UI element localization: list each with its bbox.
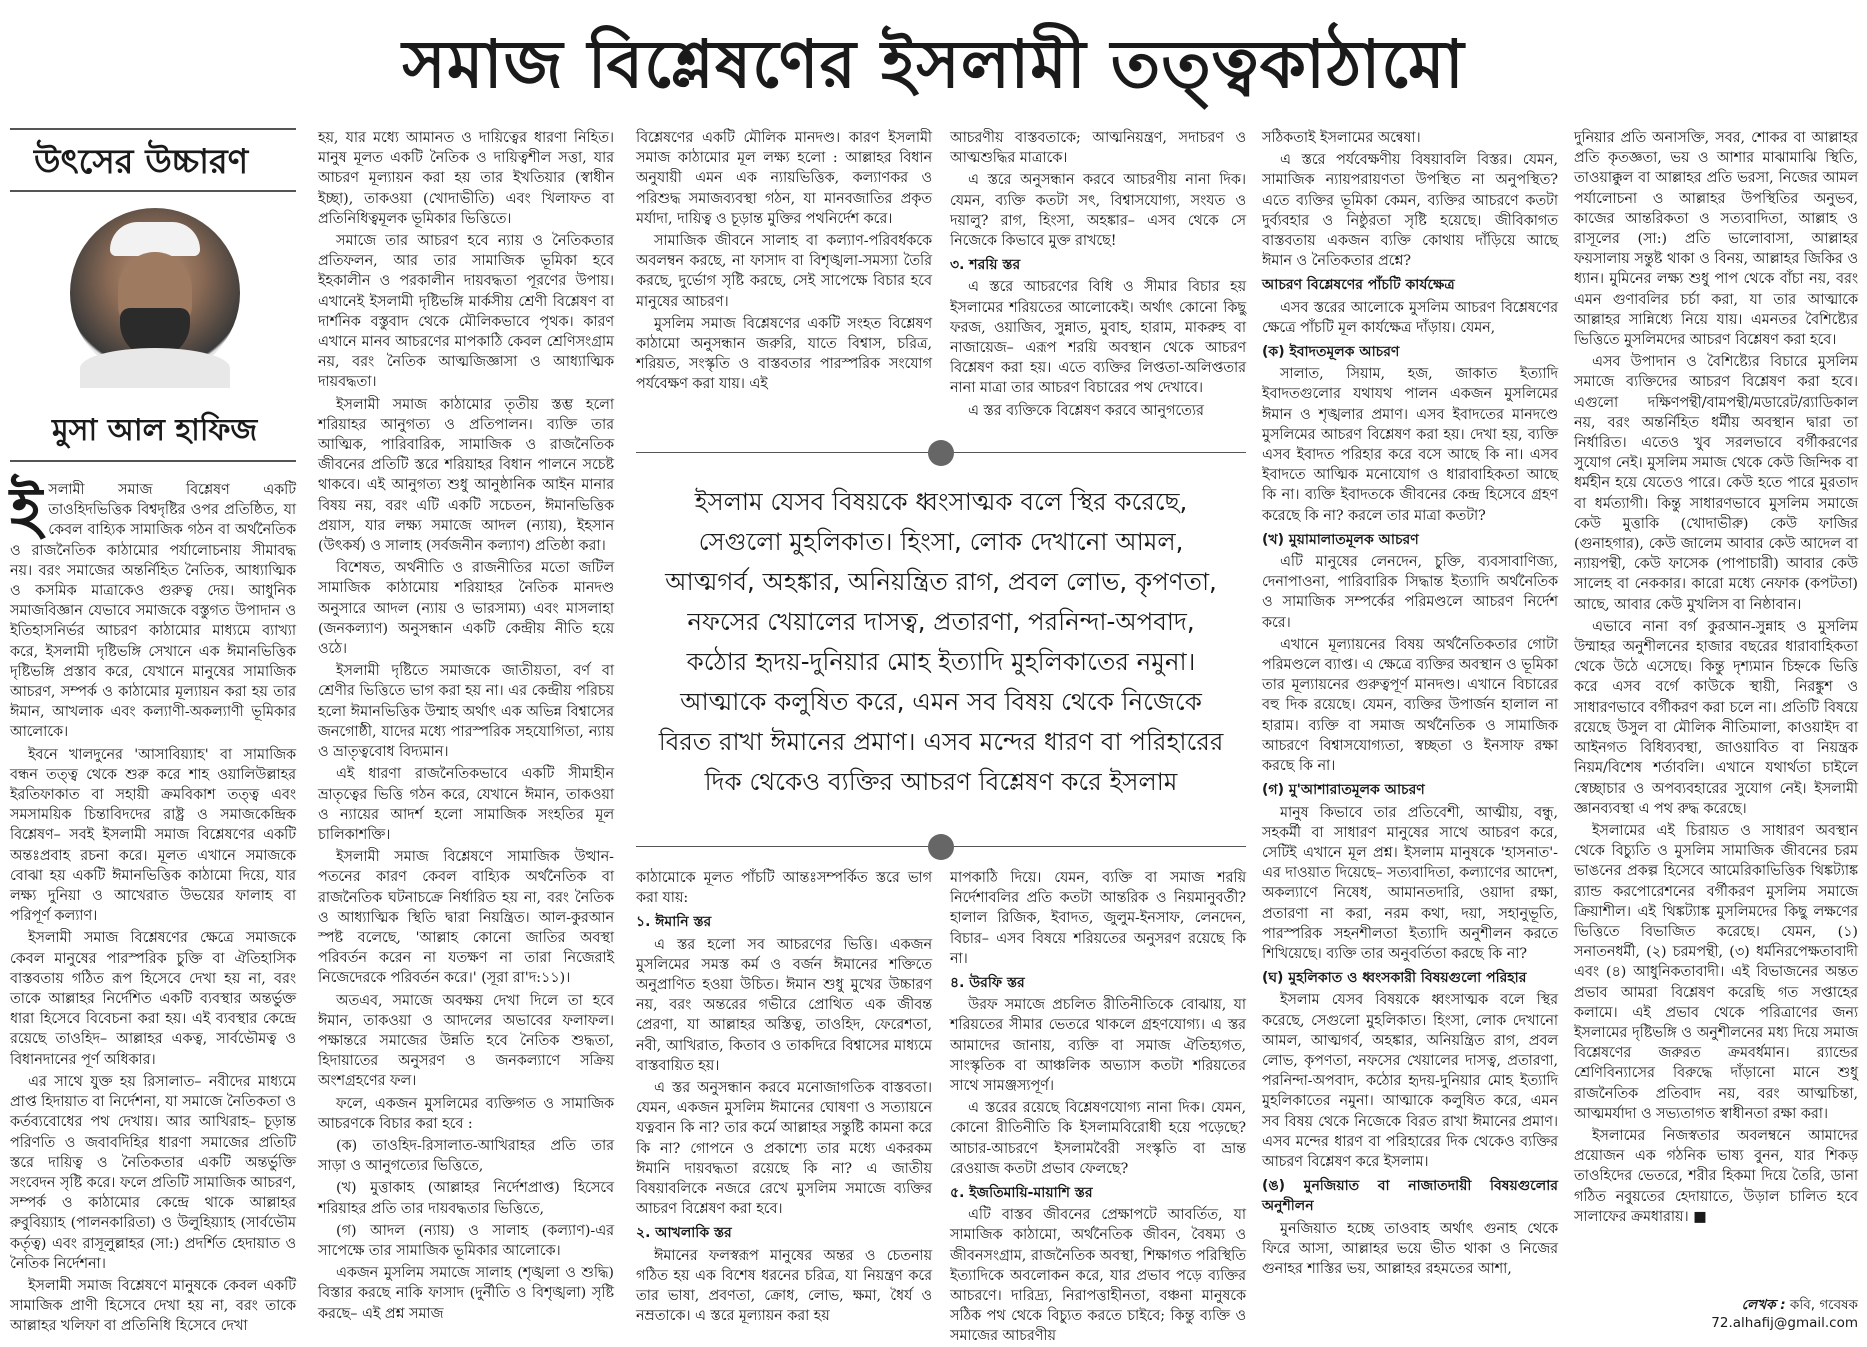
paragraph-text: সলামী সমাজ বিশ্লেষণ একটি তাওহিদভিত্তিক বিশ্বদৃষ্টির ওপর প্রতিষ্ঠিত, যা কেবল বাহ্যিক সামাজিক গঠন বা অর্থনৈতিক ও রাজনৈতিক কাঠামোর পর্যালোচনায় সীমাবদ্ধ নয়। বরং সমাজের অন্তর্নিহিত নৈতিক, আধ্যাত্মিক ও কসমিক মাত্রাকেও গুরুত্ব দেয়। আধুনিক সমাজবিজ্ঞান যেভাবে সমাজকে বস্তুগত উপাদান ও ইতিহাসনির্ভর আচরণ কাঠামোর মাধ্যমে ব্যাখ্যা করে, ইসলামী দৃষ্টিভঙ্গি সেখানে এক ঈমানভিত্তিক দৃষ্টিভঙ্গি প্রস্তাব করে, যেখানে মানুষের সামাজিক আচরণ, সম্পর্ক ও কাঠামোর মূল্যায়ন করা হয় তার ঈমান, আখলাক এবং কল্যাণী-অকল্যাণী ভূমিকার আলোকে। bbox=[10, 482, 296, 741]
paragraph: এ স্তরে পর্যবেক্ষণীয় বিষয়াবলি বিস্তর। যেমন, সামাজিক ন্যায়পরায়ণতা উপস্থিত না অনুপস্থিত? এতে ব্যক্তির ভূমিকা কেমন, ব্যক্তির আচরণে কতটা দুর্ব্যবহার ও নিষ্ঠুরতা সৃষ্টি হয়েছে। জীবিকাগত বাস্তবতায় একজন ব্যক্তি কোথায় দাঁড়িয়ে আছে ঈমান ও নৈতিকতার প্রশ্নে? bbox=[1262, 152, 1558, 270]
paragraph: একজন মুসলিম সমাজে সালাহ (শৃঙ্খলা ও শুদ্ধি) বিস্তার করছে নাকি ফাসাদ (দুর্নীতি ও বিশৃঙ্খলা) সৃষ্টি করছে– এই প্রশ্ন সমাজ bbox=[318, 1265, 614, 1322]
paragraph: ইসলামী সমাজ বিশ্লেষণে মানুষকে কেবল একটি সামাজিক প্রাণী হিসেবে দেখা হয় না, বরং তাকে আল্লাহর খলিফা বা প্রতিনিধি হিসেবে দেখা bbox=[10, 1277, 296, 1335]
paragraph: সালাত, সিয়াম, হজ, জাকাত ইত্যাদি ইবাদতগুলোর যথাযথ পালন একজন মুসলিমের ঈমান ও শৃঙ্খলার প্রমাণ। এসব ইবাদতের মানদণ্ডে মুসলিমের আচরণ বিশ্লেষণ করা হয়। দেখা হয়, ব্যক্তি এসব ইবাদত পরিহার করে বসে আছে কি না। এসব ইবাদতে আত্মিক মনোযোগ ও ধারাবাহিকতা আছে কি না। ব্যক্তি ইবাদতকে জীবনের কেন্দ্র হিসেবে গ্রহণ করেছে কি না? করলে তার মাত্রা কতটা? bbox=[1262, 366, 1558, 524]
paragraph: বিশেষত, অর্থনীতি ও রাজনীতির মতো জটিল সামাজিক কাঠামোয় শরিয়াহর নৈতিক মানদণ্ড অনুসারে আদল (ন্যায় ও ভারসাম্য) এবং মাসলাহা (জনকল্যাণ) অনুসন্ধান একটি কেন্দ্রীয় নীতি হয়ে ওঠে। bbox=[318, 560, 614, 658]
subheading: ২. আখলাকি স্তর bbox=[636, 1225, 732, 1242]
column-4-top bbox=[950, 128, 1246, 444]
dropcap: ই bbox=[10, 473, 43, 546]
pull-quote-bottom-dot bbox=[928, 834, 954, 860]
subheading: ৪. উরফি স্তর bbox=[950, 975, 1025, 992]
column-2 bbox=[318, 128, 614, 1332]
paragraph: মুসলিম সমাজ বিশ্লেষণের একটি সংহত বিশ্লেষণ কাঠামো অনুসন্ধান জরুরি, যাতে বিশ্বাস, চরিত্র, শরিয়ত, সংস্কৃতি ও বাস্তবতার পারস্পরিক সংযোগ পর্যবেক্ষণ করা যায়। এই bbox=[636, 315, 932, 393]
portrait-shirt bbox=[80, 348, 230, 388]
paragraph: ঈমানের ফলস্বরূপ মানুষের অন্তর ও চেতনায় গঠিত হয় এক বিশেষ ধরনের চরিত্র, যা নিয়ন্ত্রণ করে তার ভাষা, প্রবণতা, ক্রোধ, লোভ, ক্ষমা, ধৈর্য ও নম্রতাকে। এ স্তরে মূল্যায়ন করা হয় bbox=[636, 1247, 932, 1325]
paragraph: আচরণীয় বাস্তবতাকে; আত্মনিয়ন্ত্রণ, সদাচরণ ও আত্মশুদ্ধির মাত্রাকে। bbox=[950, 130, 1246, 167]
pull-quote bbox=[636, 448, 1246, 852]
paragraph: ইসলামী দৃষ্টিতে সমাজকে জাতীয়তা, বর্ণ বা শ্রেণীর ভিত্তিতে ভাগ করা হয় না। এর কেন্দ্রীয় পরিচয় হলো ঈমানভিত্তিক উম্মাহ অর্থাৎ এক অভিন্ন বিশ্বাসের জনগোষ্ঠী, যাদের মধ্যে পারস্পরিক সহযোগিতা, ন্যায় ও ভ্রাতৃত্ববোধ বিদ্যমান। bbox=[318, 663, 614, 761]
paragraph: এটি বাস্তব জীবনের প্রেক্ষাপটে আবর্তিত, যা সামাজিক কাঠামো, অর্থনৈতিক জীবন, বৈষম্য ও জীবনসংগ্রাম, রাজনৈতিক অবস্থা, শিক্ষাগত পরিস্থিতি ইত্যাদিকে অবলোকন করে, যার প্রভাব পড়ে ব্যক্তির আচরণে। দারিদ্র্য, নিরাপত্তাহীনতা, বঞ্চনা মানুষকে সঠিক পথ থেকে বিচ্যুত করতে চাইবে; কিন্তু ব্যক্তি ও সমাজের আচরণীয় bbox=[950, 1207, 1246, 1345]
paragraph: এ স্তরে আচরণের বিধি ও সীমার বিচার হয় ইসলামের শরিয়তের আলোকেই। অর্থাৎ কোনো কিছু ফরজ, ওয়াজিব, সুন্নাত, মুবাহ, হারাম, মাকরুহ বা নাজায়েজ– এরূপ শরয়ি অবস্থান থেকে আচরণ বিশ্লেষণ করা হয়। এতে ব্যক্তির লিপ্ততা-অলিপ্ততার নানা মাত্রা তার আচরণ বিচারের পথ দেখাবে। bbox=[950, 279, 1246, 397]
column-6 bbox=[1574, 128, 1858, 1288]
paragraph: ইসলাম যেসব বিষয়কে ধ্বংসাত্মক বলে স্থির করেছে, সেগুলো মুহলিকাত। হিংসা, লোক দেখানো আমল, আত্মগর্ব, অহঙ্কার, অনিয়ন্ত্রিত রাগ, প্রবল লোভ, কৃপণতা, নফসের খেয়ালের দাসত্ব, প্রতারণা, পরনিন্দা-অপবাদ, কঠোর হৃদয়-দুনিয়ার মোহ ইত্যাদি মুহলিকাতের নমুনা। আত্মাকে কলুষিত করে, এমন সব বিষয় থেকে নিজেকে বিরত রাখা ঈমানের প্রমাণ। এসব মন্দের ধারণ বা পরিহারের দিক থেকেও ব্যক্তির আচরণ বিশ্লেষণ করে ইসলাম। bbox=[1262, 992, 1558, 1170]
paragraph: (গ) আদল (ন্যায়) ও সালাহ (কল্যাণ)-এর সাপেক্ষে তার সামাজিক ভূমিকার আলোকে। bbox=[318, 1222, 614, 1259]
paragraph: (ক) তাওহিদ-রিসালাত-আখিরাহর প্রতি তার সাড়া ও আনুগত্যের ভিত্তিতে, bbox=[318, 1137, 614, 1175]
paragraph: সঠিকতাই ইসলামের অন্বেষা। bbox=[1262, 130, 1421, 146]
paragraph: এসব স্তরের আলোকে মুসলিম আচরণ বিশ্লেষণের ক্ষেত্রে পাঁচটি মূল কার্যক্ষেত্র দাঁড়ায়। যেমন, bbox=[1262, 299, 1558, 336]
paragraph: মানুষ কিভাবে তার প্রতিবেশী, আত্মীয়, বন্ধু, সহকর্মী বা সাধারণ মানুষের সাথে আচরণ করে, সেটিই এখানে মূল প্রশ্ন। ইসলাম মানুষকে 'হাসনাত'-এর দাওয়াত দিয়েছে– সত্যবাদিতা, কল্যাণের আদেশ, অকল্যাণে নিষেধ, আমানতদারি, ওয়াদা রক্ষা, প্রতারণা না করা, নরম কথা, দয়া, সহানুভূতি, পারস্পরিক সহনশীলতা ইত্যাদি অনুশীলন করতে শিখিয়েছে। ব্যক্তি তার অনুবর্তিতা করছে কি না? bbox=[1262, 804, 1558, 962]
paragraph: সমাজে তার আচরণ হবে ন্যায় ও নৈতিকতার প্রতিফলন, আর তার সামাজিক ভূমিকা হবে ইহকালীন ও পরকালীন দায়বদ্ধতা পূরণের উপায়। এখানেই ইসলামী দৃষ্টিভঙ্গি মার্কসীয় শ্রেণী বিশ্লেষণ বা দার্শনিক বস্তুবাদ থেকে মৌলিকভাবে পৃথক। কারণ এখানে মানব আচরণের মাপকাঠি কেবল শ্রেণিসংগ্রাম নয়, বরং নৈতিক আত্মজিজ্ঞাসা ও আধ্যাত্মিক দায়বদ্ধতা। bbox=[318, 233, 614, 391]
byline-role-line bbox=[1580, 1296, 1858, 1314]
subheading: (খ) মুয়ামালাতমূলক আচরণ bbox=[1262, 531, 1419, 548]
subheading: ৩. শরয়ি স্তর bbox=[950, 257, 1021, 274]
paragraph: (খ) মুত্তাকাহ (আল্লাহর নির্দেশপ্রাপ্ত) হিসেবে শরিয়াহর প্রতি তার দায়বদ্ধতার ভিত্তিতে, bbox=[318, 1180, 614, 1217]
column-3-bottom bbox=[636, 868, 932, 1332]
paragraph: ইসলামের নিজস্বতার অবলম্বনে আমাদের প্রয়োজন এক গঠনিক ভাষ্য বুনন, যার শিকড় তাওহিদের ভেতরে, শরীর হিকমা দিয়ে তৈরি, ডানা গঠিত নবুয়তের হেদায়াতে, উড়াল চালিত হবে সালাফের ক্রমধারায়। ■ bbox=[1574, 1127, 1858, 1225]
paragraph: এ স্তর হলো সব আচরণের ভিত্তি। একজন মুসলিমের সমস্ত কর্ম ও বর্জন ঈমানের শক্তিতে অনুপ্রাণিত হওয়া উচিত। ঈমান শুধু মুখের উচ্চারণ নয়, বরং অন্তরের গভীরে প্রোথিত এক জীবন্ত প্রেরণা, যা আল্লাহর অস্তিত্ব, তাওহিদ, ফেরেশতা, নবী, আখিরাত, কিতাব ও তাকদিরে বিশ্বাসের মাধ্যমে বাস্তবায়িত হয়। bbox=[636, 936, 932, 1074]
paragraph: এই ধারণা রাজনৈতিকভাবে একটি সীমাহীন ভ্রাতৃত্বের ভিত্তি গঠন করে, যেখানে ঈমান, তাকওয়া ও ন্যায়ের আদর্শ হলো সামাজিক সংহতির মূল চালিকাশক্তি। bbox=[318, 766, 614, 843]
paragraph: কাঠামোকে মূলত পাঁচটি আন্তঃসম্পর্কিত স্তরে ভাগ করা যায়: bbox=[636, 870, 932, 907]
subheading: ১. ঈমানি স্তর bbox=[636, 914, 712, 931]
paragraph: এভাবে নানা বর্গ কুরআন-সুন্নাহ ও মুসলিম উম্মাহর অনুশীলনের হাজার বছরের ধারাবাহিকতা থেকে উঠে এসেছে। কিন্তু দৃশ্যমান চিহ্নকে ভিত্তি করে এসব বর্গে কাউকে স্থায়ী, নিরঙ্কুশ ও সাধারণভাবে বর্গীকরণ করা চলে না। প্রতিটি বিষয়ে রয়েছে উসুল বা মৌলিক নীতিমালা, কাওয়াইদ বা আইনগত বিধিব্যবস্থা, জাওয়াবিত বা নিয়ন্ত্রক নিয়ম/বিশেষ শর্তাবলি। এখানে যথার্থতা চাইলে স্বেচ্ছাচার ও অপব্যবহারের সুযোগ নেই। ইসলামী জ্ঞানব্যবস্থা এ পথ রুদ্ধ করেছে। bbox=[1574, 618, 1858, 817]
column-3-top bbox=[636, 128, 932, 444]
paragraph: ইবনে খালদুনের 'আসাবিয়্যাহ' বা সামাজিক বন্ধন তত্ত্ব থেকে শুরু করে শাহ ওয়ালিউল্লাহর ইরতিফাকাত বা সহায়ী ক্রমবিকাশ তত্ত্ব এবং সমসাময়িক চিন্তাবিদদের রাষ্ট্র ও সমাজকেন্দ্রিক বিশ্লেষণ– সবই ইসলামী সমাজ বিশ্লেষণের একটি অন্তঃপ্রবাহ রচনা করে। মূলত এখানে সমাজকে বোঝা হয় একটি ঈমানভিত্তিক কাঠামো দিয়ে, যার লক্ষ্য দুনিয়া ও আখেরাত উভয়ের ফালাহ বা পরিপূর্ণ কল্যাণ। bbox=[10, 746, 296, 925]
top-rule bbox=[10, 128, 296, 130]
author-rule bbox=[10, 460, 296, 462]
paragraph: অতএব, সমাজে অবক্ষয় দেখা দিলে তা হবে ঈমান, তাকওয়া ও আদলের অভাবের ফলাফল। পক্ষান্তরে সমাজের উন্নতি হবে নৈতিক শুদ্ধতা, হিদায়াতের অনুসরণ ও জনকল্যাণে সক্রিয় অংশগ্রহণের ফল। bbox=[318, 992, 614, 1090]
pull-quote-text: ইসলাম যেসব বিষয়কে ধ্বংসাত্মক বলে স্থির করেছে, সেগুলো মুহলিকাত। হিংসা, লোক দেখানো আমল, আত্মগর্ব, অহঙ্কার, অনিয়ন্ত্রিত রাগ, প্রবল লোভ, কৃপণতা, নফসের খেয়ালের দাসত্ব, প্রতারণা, পরনিন্দা-অপবাদ, কঠোর হৃদয়-দুনিয়ার মোহ ইত্যাদি মুহলিকাতের নমুনা। আত্মাকে কলুষিত করে, এমন সব বিষয় থেকে নিজেকে বিরত রাখা ঈমানের প্রমাণ। এসব মন্দের ধারণ বা পরিহারের দিক থেকেও ব্যক্তির আচরণ বিশ্লেষণ করে ইসলাম bbox=[658, 487, 1224, 796]
subheading: (ঘ) মুহলিকাত ও ধ্বংসকারী বিষয়গুলো পরিহার bbox=[1262, 970, 1527, 987]
paragraph: ফলে, একজন মুসলিমের ব্যক্তিগত ও সামাজিক আচরণকে বিচার করা হবে : bbox=[318, 1095, 614, 1132]
column-name: উৎসের উচ্চারণ bbox=[34, 142, 249, 182]
paragraph: এটি মানুষের লেনদেন, চুক্তি, ব্যবসাবাণিজ্য, দেনাপাওনা, পারিবারিক সিদ্ধান্ত ইত্যাদি অর্থনৈতিক ও সামাজিক সম্পর্কের পরিমণ্ডলে আচরণ নির্দেশ করে। bbox=[1262, 554, 1558, 631]
subheading: (গ) মু'আশারাতমূলক আচরণ bbox=[1262, 782, 1425, 799]
column-4-bottom bbox=[950, 868, 1246, 1345]
paragraph bbox=[10, 473, 296, 743]
pull-quote-top-dot bbox=[928, 440, 954, 466]
paragraph: এ স্তর অনুসন্ধান করবে মনোজাগতিক বাস্তবতা। যেমন, একজন মুসলিম ঈমানের ঘোষণা ও সত্যায়নে যত্নবান কি না? তার কর্মে আল্লাহর সন্তুষ্টি কামনা করে কি না? গোপনে ও প্রকাশ্যে তার মধ্যে একরকম ঈমানি দায়বদ্ধতা রয়েছে কি না? এ জাতীয় বিষয়াবলিকে নজরে রেখে মুসলিম সমাজে ব্যক্তির আচরণ বিশ্লেষণ করা হবে। bbox=[636, 1080, 932, 1218]
paragraph: মুনজিয়াত হচ্ছে তাওবাহ অর্থাৎ গুনাহ থেকে ফিরে আসা, আল্লাহর ভয়ে ভীত থাকা ও নিজের গুনাহর শাস্তির ভয়, আল্লাহর রহমতের আশা, bbox=[1262, 1220, 1558, 1277]
paragraph: এখানে মূল্যায়নের বিষয় অর্থনৈতিকতার গোটা পরিমণ্ডলে ব্যাপ্ত। এ ক্ষেত্রে ব্যক্তির অবস্থান ও ভূমিকা তার মূল্যায়নের গুরুত্বপূর্ণ মানদণ্ড। এখানে বিচারের বহু দিক রয়েছে। যেমন, ব্যক্তির উপার্জন হালাল না হারাম। ব্যক্তি বা সমাজ অর্থনৈতিক ও সামাজিক আচরণে বিশ্বাসযোগ্যতা, স্বচ্ছতা ও ইনসাফ রক্ষা করছে কি না। bbox=[1262, 636, 1558, 775]
paragraph: এ স্তরে অনুসন্ধান করবে আচরণীয় নানা দিক। যেমন, ব্যক্তি কতটা সৎ, বিশ্বাসযোগ্য, সংযত ও দয়ালু? রাগ, হিংসা, অহঙ্কার– এসব থেকে সে নিজেকে কিভাবে মুক্ত রাখছে! bbox=[950, 172, 1246, 250]
column-1 bbox=[10, 473, 296, 1335]
paragraph: দুনিয়ার প্রতি অনাসক্তি, সবর, শোকর বা আল্লাহর প্রতি কৃতজ্ঞতা, ভয় ও আশার মাঝামাঝি স্থিতি, তাওয়াক্কুল বা আল্লাহর প্রতি ভরসা, নিজের আমল পর্যালোচনা ও আল্লাহর উপস্থিতির অনুভব, কাজের আন্তরিকতা ও সত্যবাদিতা, আল্লাহ ও রাসূলের (সা:) প্রতি ভালোবাসা, আল্লাহর ফয়সালায় সন্তুষ্ট থাকা ও বিনয়, আল্লাহর জিকির ও ধ্যান। মুমিনের লক্ষ্য শুধু পাপ থেকে বাঁচা নয়, বরং এমন গুণাবলির চর্চা করা, যা তার আত্মাকে আল্লাহর সান্নিধ্যে নিয়ে যায়। এমনতর বৈশিষ্ট্যের ভিত্তিতে মুসলিমদের আচরণ বিশ্লেষণ করা হবে। bbox=[1574, 130, 1858, 349]
paragraph: ইসলামী সমাজ কাঠামোর তৃতীয় স্তম্ভ হলো শরিয়াহর আনুগত্য ও প্রতিপালন। ব্যক্তি তার আত্মিক, পারিবারিক, সামাজিক ও রাজনৈতিক জীবনের প্রতিটি স্তরে শরিয়াহর বিধান পালনে সচেষ্ট থাকবে। এই আনুগত্য শুধু আনুষ্ঠানিক আইন মানার বিষয় নয়, বরং এটি একটি সচেতন, ঈমানভিত্তিক প্রয়াস, যার লক্ষ্য সমাজে আদল (ন্যায়), ইহসান (উৎকর্ষ) ও সালাহ (সর্বজনীন কল্যাণ) প্রতিষ্ঠা করা। bbox=[318, 396, 614, 555]
author-name: মুসা আল হাফিজ bbox=[52, 413, 258, 448]
paragraph: হয়, যার মধ্যে আমানত ও দায়িত্বের ধারণা নিহিত। মানুষ মূলত একটি নৈতিক ও দায়িত্বশীল সত্তা, যার আচরণ মূল্যায়ন করা হয় তার ইখতিয়ার (স্বাধীন ইচ্ছা), তাকওয়া (খোদাভীতি) এবং খিলাফত বা প্রতিনিধিত্বমূলক ভূমিকার ভিত্তিতে। bbox=[318, 130, 614, 227]
paragraph: সামাজিক জীবনে সালাহ বা কল্যাণ-পরিবর্ধককে অবলম্বন করছে, না ফাসাদ বা বিশৃঙ্খলা-সমস্যা তৈরি করছে, দুর্ভোগ সৃষ্টি করছে, সেই সাপেক্ষে বিচার হবে মানুষের আচরণ। bbox=[636, 233, 932, 310]
paragraph: মাপকাঠি দিয়ে। যেমন, ব্যক্তি বা সমাজ শরয়ি নির্দেশাবলির প্রতি কতটা আন্তরিক ও নিয়মানুবর্তী? হালাল রিজিক, ইবাদত, জুলুম-ইনসাফ, লেনদেন, বিচার– এসব বিষয়ে শরিয়তের অনুসরণ রয়েছে কি না। bbox=[950, 870, 1246, 967]
byline-label: লেখক : bbox=[1741, 1297, 1786, 1313]
column-5 bbox=[1262, 128, 1558, 1332]
paragraph: এসব উপাদান ও বৈশিষ্ট্যের বিচারে মুসলিম সমাজে ব্যক্তিদের আচরণ বিশ্লেষণ করা হবে। এগুলো দক্ষিণপন্থী/বামপন্থী/মডারেট/র‍্যাডিকাল নয়, বরং অন্তর্নিহিত ধর্মীয় অবস্থান দ্বারা তা নির্ধারিত। এতেও খুব সরলভাবে বর্গীকরণের সুযোগ নেই। মুসলিম সমাজ থেকে কেউ জিন্দিক বা ধর্মহীন হয়ে যেতেও পারে। কেউ হতে পারে মুরতাদ বা ধর্মত্যাগী। কিন্তু সাধারণভাবে মুসলিম সমাজে কেউ মুত্তাকি (খোদাভীরু) কেউ ফাজির (গুনাহগার), কেউ জালেম আবার কেউ আদেল বা ন্যায়পন্থী, কেউ ফাসেক (পাপাচারী) আবার কেউ সালেহ বা নেককার। কারো মধ্যে নেফাক (কপটতা) আছে, আবার কেউ মুখলিস বা নিষ্ঠাবান। bbox=[1574, 354, 1858, 613]
paragraph: ইসলামের এই চিরায়ত ও সাধারণ অবস্থান থেকে বিচ্যুতি ও মুসলিম সামাজিক জীবনের চরম ভাঙনের প্রকল্প হিসেবে আমেরিকাভিত্তিক থিঙ্কট্যাঙ্ক র‍্যান্ড করপোরেশনের বর্গীকরণ মুসলিম সমাজে ক্রিয়াশীল। এই থিঙ্কট্যাঙ্ক মুসলিমদের কিছু লক্ষণের ভিত্তিতে বিভাজিত করেছে। যেমন, (১) সনাতনধর্মী, (২) চরমপন্থী, (৩) ধর্মনিরপেক্ষতাবাদী এবং (৪) আধুনিকতাবাদী। এই বিভাজনের অন্তত প্রভাব আমরা বিশ্লেষণ করেছি গত সপ্তাহের কলামে। এই প্রভাব থেকে পরিত্রাণের জন্য ইসলামের দৃষ্টিভঙ্গি ও অনুশীলনের মধ্য দিয়ে সমাজ বিশ্লেষণের জরুরত ক্রমবর্ধমান। র‍্যান্ডের শ্রেণিবিন্যাসের বিরুদ্ধে দাঁড়ানো মানে শুধু রাজনৈতিক প্রতিবাদ নয়, বরং আত্মচিন্তা, আত্মমর্যাদা ও সভ্যতাগত স্বাধীনতা রক্ষা করা। bbox=[1574, 822, 1858, 1122]
paragraph: বিশ্লেষণের একটি মৌলিক মানদণ্ড। কারণ ইসলামী সমাজ কাঠামোর মূল লক্ষ্য হলো : আল্লাহর বিধান অনুযায়ী এমন এক ন্যায়ভিত্তিক, কল্যাণকর ও পরিশুদ্ধ সমাজব্যবস্থা গঠন, যা মানবজাতির প্রকৃত মর্যাদা, দায়িত্ব ও চূড়ান্ত মুক্তির পথনির্দেশ করে। bbox=[636, 130, 932, 227]
paragraph: ইসলামী সমাজ বিশ্লেষণের ক্ষেত্রে সমাজকে কেবল মানুষের পারস্পরিক চুক্তি বা ঐতিহাসিক বাস্তবতায় গঠিত রূপ হিসেবে দেখা হয় না, বরং তাকে আল্লাহর নির্দেশিত একটি ব্যবস্থার অন্তর্ভুক্ত ধারা হিসেবে বিবেচনা করা হয়। এই ব্যবস্থার কেন্দ্রে রয়েছে তাওহিদ– আল্লাহর একত্ব, সার্বভৌমত্ব ও বিধানদানের পূর্ণ অধিকার। bbox=[10, 930, 296, 1068]
portrait-cap bbox=[110, 222, 200, 256]
subheading: (ক) ইবাদতমূলক আচরণ bbox=[1262, 344, 1400, 361]
byline-role: কবি, গবেষক bbox=[1789, 1297, 1858, 1313]
paragraph: ইসলামী সমাজ বিশ্লেষণে সামাজিক উত্থান-পতনের কারণ কেবল বাহ্যিক অর্থনৈতিক বা রাজনৈতিক ঘটনাচক্রে নির্ধারিত হয় না, বরং নৈতিক ও আধ্যাত্মিক স্থিতি দ্বারা নিয়ন্ত্রিত। আল-কুরআন স্পষ্ট বলেছে, 'আল্লাহ কোনো জাতির অবস্থা পরিবর্তন করেন না যতক্ষণ না তারা নিজেরাই নিজেদেরকে পরিবর্তন করে।' (সূরা রা'দ:১১)। bbox=[318, 849, 614, 987]
subheading: ৫. ইজতিমায়ি-মায়াশি স্তর bbox=[950, 1185, 1093, 1202]
headline: সমাজ বিশ্লেষণের ইসলামী তত্ত্বকাঠামো bbox=[402, 25, 1465, 103]
byline bbox=[1580, 1296, 1858, 1332]
column-name-rule bbox=[10, 190, 296, 192]
paragraph: এর সাথে যুক্ত হয় রিসালাত– নবীদের মাধ্যমে প্রাপ্ত হিদায়াত বা নির্দেশনা, যা সমাজে নৈতিকতা ও কর্তব্যবোধের পথ দেখায়। আর আখিরাহ– চূড়ান্ত পরিণতি ও জবাবদিহির ধারণা সমাজের প্রতিটি স্তরে দায়িত্ব ও নৈতিকতার একটি অন্তর্ভুক্তি সংবেদন সৃষ্টি করে। ফলে প্রতিটি সামাজিক আচরণ, সম্পর্ক ও কাঠামোর কেন্দ্রে থাকে আল্লাহর রুবুবিয়্যাহ (পালনকারিতা) ও উলুহিয়্যাহ (সার্বভৌম কর্তৃত্ব) এবং রাসূলুল্লাহর (সা:) প্রদর্শিত হেদায়াত ও নৈতিক নির্দেশনা। bbox=[10, 1073, 296, 1272]
paragraph: এ স্তর ব্যক্তিকে বিশ্লেষণ করবে আনুগত্যের bbox=[968, 402, 1204, 419]
author-box bbox=[10, 128, 296, 468]
subheading: আচরণ বিশ্লেষণের পাঁচটি কার্যক্ষেত্র bbox=[1262, 277, 1455, 294]
paragraph: উরফ সমাজে প্রচলিত রীতিনীতিকে বোঝায়, যা শরিয়তের সীমার ভেতরে থাকলে গ্রহণযোগ্য। এ স্তর আমাদের জানায়, ব্যক্তি বা সমাজ ঐতিহ্যগত, সাংস্কৃতিক বা আঞ্চলিক অভ্যাস কতটা শরিয়তের সাথে সামঞ্জস্যপূর্ণ। bbox=[950, 997, 1246, 1095]
subheading: (ঙ) মুনজিয়াত বা নাজাতদায়ী বিষয়গুলোর অনুশীলন bbox=[1262, 1178, 1558, 1215]
byline-email[interactable]: 72.alhafij@gmail.com bbox=[1711, 1315, 1858, 1331]
author-portrait bbox=[70, 208, 240, 378]
paragraph: এ স্তরের রয়েছে বিশ্লেষণযোগ্য নানা দিক। যেমন, কোনো রীতিনীতি কি ইসলামবিরোধী হয়ে পড়েছে? আচার-আচরণে ইসলামবৈরী সংস্কৃতি বা ভ্রান্ত রেওয়াজ কতটা প্রভাব ফেলছে? bbox=[950, 1100, 1246, 1177]
